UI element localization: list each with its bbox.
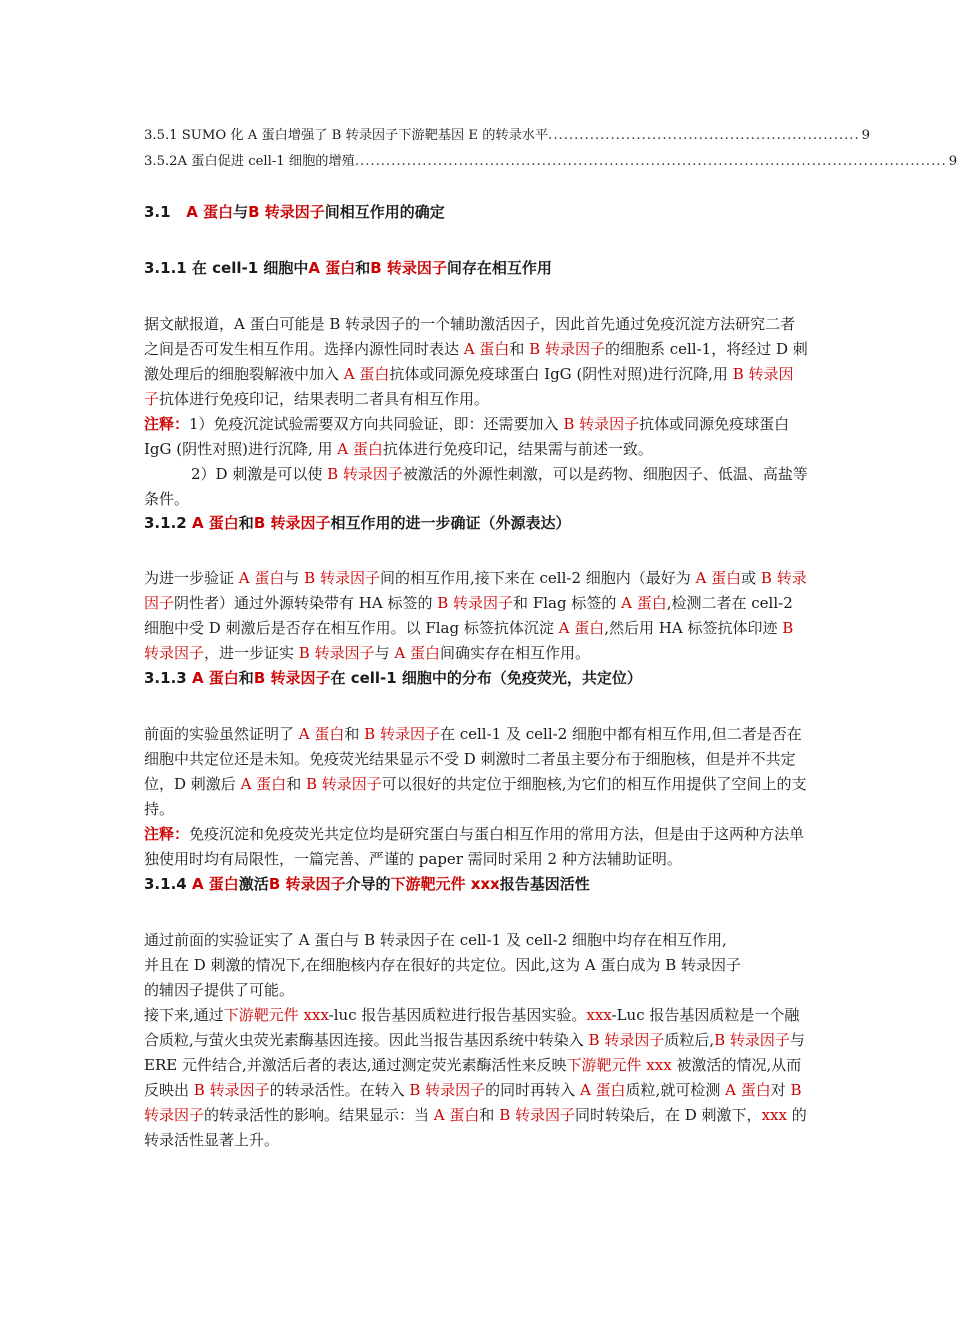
text: -luc 报告基因质粒进行报告基因实验。 [328, 1006, 587, 1024]
heading-text: 间存在相互作用 [446, 259, 552, 277]
term-b-factor: B 转录因子 [327, 465, 403, 483]
term-b-factor: B 转录因子 [253, 669, 331, 687]
heading-number: 3.1.4 [144, 875, 187, 893]
term-a-protein: A 蛋白 [191, 875, 239, 893]
text-line: 的辅因子提供了可能。 [144, 981, 295, 999]
paragraph-3-1-3 [144, 722, 808, 872]
text: 抗体进行免疫印记，结果表明二者具有相互作用。 [159, 390, 490, 408]
term-b-factor: B 转录因子 [588, 1031, 665, 1049]
toc-entry-text: 3.5.2A 蛋白促进 cell-1 细胞的增殖 [144, 154, 355, 169]
section-heading-3-1 [144, 201, 445, 223]
paragraph-3-1-4 [144, 928, 808, 1153]
text: 质粒后, [664, 1031, 715, 1049]
section-heading-3-1-3 [144, 667, 642, 689]
text: 接下来,通过 [144, 1006, 224, 1024]
heading-text: 和 [355, 259, 371, 277]
term-a-protein: A 蛋白 [191, 669, 239, 687]
text: 与 [374, 644, 395, 662]
text: 前面的实验虽然证明了 [144, 725, 299, 743]
text: 被激活的情况,从而反映出 [144, 1056, 802, 1099]
toc-leader-dots: .................................................................................................................. [354, 154, 947, 169]
term-b-factor: B 转录因子 [563, 415, 640, 433]
term-b-factor: B 转录因子 [193, 1081, 270, 1099]
heading-number: 3.1.3 [144, 669, 187, 687]
section-heading-3-1-2 [144, 512, 570, 534]
text: 间确实存在相互作用。 [439, 644, 590, 662]
term-target-element: xxx [586, 1006, 612, 1024]
text: 和 Flag 标签的 [513, 594, 622, 612]
text: 1）免疫沉淀试验需要双方向共同验证，即：还需要加入 [189, 415, 564, 433]
text: 质粒,就可检测 [625, 1081, 726, 1099]
toc-page-number: 9 [861, 128, 871, 143]
term-a-protein: A 蛋白 [695, 569, 742, 587]
section-heading-3-1-1 [144, 257, 552, 279]
text: 可以很好的共定位于细胞核,为它们的相互作用提供了空间上的支持。 [144, 775, 807, 818]
heading-text: 和 [238, 669, 254, 687]
text: 或 [741, 569, 761, 587]
term-target-element: 下游靶元件 xxx [390, 875, 500, 893]
text: 和 [286, 775, 306, 793]
text: 抗体或同源免疫球蛋白 IgG (阴性对照)进行沉降,用 [389, 365, 733, 383]
term-b-factor: B 转录因子 [370, 259, 447, 277]
text: 的转录活性的影响。结果显示：当 [204, 1106, 434, 1124]
term-a-protein: A 蛋白 [191, 514, 239, 532]
text: -Luc 报告基因质粒是一个融合质粒,与萤火虫荧光素酶基因连接。因此当报告基因系统中转染入 [144, 1006, 800, 1049]
text: 同时转染后，在 D 刺激下， [574, 1106, 762, 1124]
text: 抗体进行免疫印记，结果需与前述一致。 [382, 440, 653, 458]
note-1-item-2 [144, 462, 808, 512]
text: 在 cell-1 及 cell-2 细胞中都有相互作用,但二者是否在细胞中共定位还是未知。免疫荧光结果显示不受 D 刺激时二者虽主要分布于细胞核，但是并不共定位，D 刺激后 [144, 725, 802, 793]
heading-number: 3.1.2 [144, 514, 187, 532]
heading-text: 与 [233, 203, 249, 221]
term-b-factor: B 转录因子 [304, 569, 380, 587]
term-b-factor: B 转录因子 [144, 365, 794, 408]
term-target-element: xxx [761, 1106, 787, 1124]
term-b-factor: B 转录因子 [248, 203, 325, 221]
text: 和 [479, 1106, 500, 1124]
paragraph-3-1-2 [144, 566, 808, 666]
toc-leader-dots: ............................................................ [548, 128, 860, 143]
term-b-factor: B 转录因子 [305, 775, 382, 793]
term-a-protein: A 蛋白 [725, 1081, 771, 1099]
note-label: 注释： [144, 825, 190, 843]
text: ，进一步证实 [204, 644, 299, 662]
term-a-protein: A 蛋白 [240, 775, 287, 793]
text-line: 并且在 D 刺激的情况下,在细胞核内存在很好的共定位。因此,这为 A 蛋白成为 B 转录因子 [144, 956, 742, 974]
term-b-factor: B 转录因子 [253, 514, 331, 532]
heading-number: 3.1 [144, 203, 171, 221]
text: 被激活的外源性刺激，可以是药物、细胞因子、低温、高盐等条件。 [144, 465, 808, 508]
heading-text: 间相互作用的确定 [324, 203, 445, 221]
term-a-protein: A 蛋白 [433, 1106, 480, 1124]
heading-text: 和 [238, 514, 254, 532]
term-b-factor: B 转录因子 [298, 644, 375, 662]
term-b-factor: B 转录因子 [144, 1081, 802, 1124]
term-b-factor: B 转录因子 [529, 340, 605, 358]
text: 和 [344, 725, 365, 743]
term-a-protein: A 蛋白 [343, 365, 390, 383]
text: ,然后用 HA 标签抗体印迹 [604, 619, 783, 637]
note-label: 注释： [144, 415, 190, 433]
heading-text: 报告基因活性 [499, 875, 590, 893]
note-2 [144, 822, 808, 872]
text: 和 [509, 340, 530, 358]
paragraph-3-1-1 [144, 312, 808, 512]
term-a-protein: A 蛋白 [579, 1081, 626, 1099]
text: 与 [284, 569, 305, 587]
term-b-factor: B 转录因子 [364, 725, 440, 743]
text: 间的相互作用,接下来在 cell-2 细胞内（最好为 [379, 569, 696, 587]
term-a-protein: A 蛋白 [394, 644, 440, 662]
text: 据文献报道，A 蛋白可能是 B 转录因子的一个辅助激活因子，因此首先通过免疫沉淀方法研究二者之间是否可发生相互作用。选择内源性同时表达 [144, 315, 796, 358]
text: 为进一步验证 [144, 569, 239, 587]
term-b-factor: B 转录因子 [499, 1106, 575, 1124]
term-target-element: 下游靶元件 xxx [566, 1056, 672, 1074]
term-b-factor: B 转录因子 [714, 1031, 790, 1049]
section-heading-3-1-4 [144, 873, 590, 895]
term-b-factor: B 转录因子 [144, 569, 807, 612]
text: 的同时再转入 [485, 1081, 580, 1099]
toc-entry-3-5-1[interactable] [144, 127, 871, 145]
text: 免疫沉淀和免疫荧光共定位均是研究蛋白与蛋白相互作用的常用方法，但是由于这两种方法单独使用时均有局限性，一篇完善、严谨的 paper 需同时采用 2 种方法辅助证明。 [144, 825, 805, 868]
term-a-protein: A 蛋白 [308, 259, 356, 277]
heading-text: 相互作用的进一步确证（外源表达） [330, 514, 571, 532]
toc-page-number: 9 [948, 154, 957, 169]
term-b-factor: B 转录因子 [437, 594, 514, 612]
text-line: 通过前面的实验证实了 A 蛋白与 B 转录因子在 cell-1 及 cell-2 细胞中均存在相互作用, [144, 931, 727, 949]
text: 抗体或同源免疫球蛋白 IgG (阴性对照)进行沉降, 用 [144, 415, 790, 458]
text: 阴性者）通过外源转染带有 HA 标签的 [174, 594, 438, 612]
heading-text: 在 cell-1 细胞中的分布（免疫荧光，共定位） [330, 669, 642, 687]
text: 的转录活性显著上升。 [144, 1106, 807, 1149]
term-b-factor: B 转录因子 [409, 1081, 486, 1099]
term-a-protein: A 蛋白 [463, 340, 510, 358]
term-a-protein: A 蛋白 [558, 619, 605, 637]
term-target-element: 下游靶元件 xxx [223, 1006, 329, 1024]
heading-number: 3.1.1 在 cell-1 细胞中 [144, 259, 309, 277]
term-a-protein: A 蛋白 [337, 440, 383, 458]
text: 的转录活性。在转入 [269, 1081, 410, 1099]
heading-text: 激活 [238, 875, 269, 893]
term-b-factor: B 转录因子 [144, 619, 794, 662]
text: 对 [770, 1081, 791, 1099]
toc-entry-text: 3.5.1 SUMO 化 A 蛋白增强了 B 转录因子下游靶基因 E 的转录水平 [144, 128, 549, 143]
text: 的细胞系 cell-1，将经过 D 刺激处理后的细胞裂解液中加入 [144, 340, 808, 383]
text: 与 ERE 元件结合,并激活后者的表达,通过测定荧光素酶活性来反映 [144, 1031, 805, 1074]
toc-entry-3-5-2[interactable] [144, 153, 957, 171]
term-a-protein: A 蛋白 [186, 203, 234, 221]
text: 2）D 刺激是可以使 [191, 465, 328, 483]
term-a-protein: A 蛋白 [621, 594, 667, 612]
text: ,检测二者在 cell-2 细胞中受 D 刺激后是否存在相互作用。以 Flag 标签抗体沉淀 [144, 594, 793, 637]
term-b-factor: B 转录因子 [268, 875, 346, 893]
term-a-protein: A 蛋白 [238, 569, 285, 587]
heading-text: 介导的 [345, 875, 391, 893]
note-1 [144, 412, 808, 462]
term-a-protein: A 蛋白 [298, 725, 345, 743]
